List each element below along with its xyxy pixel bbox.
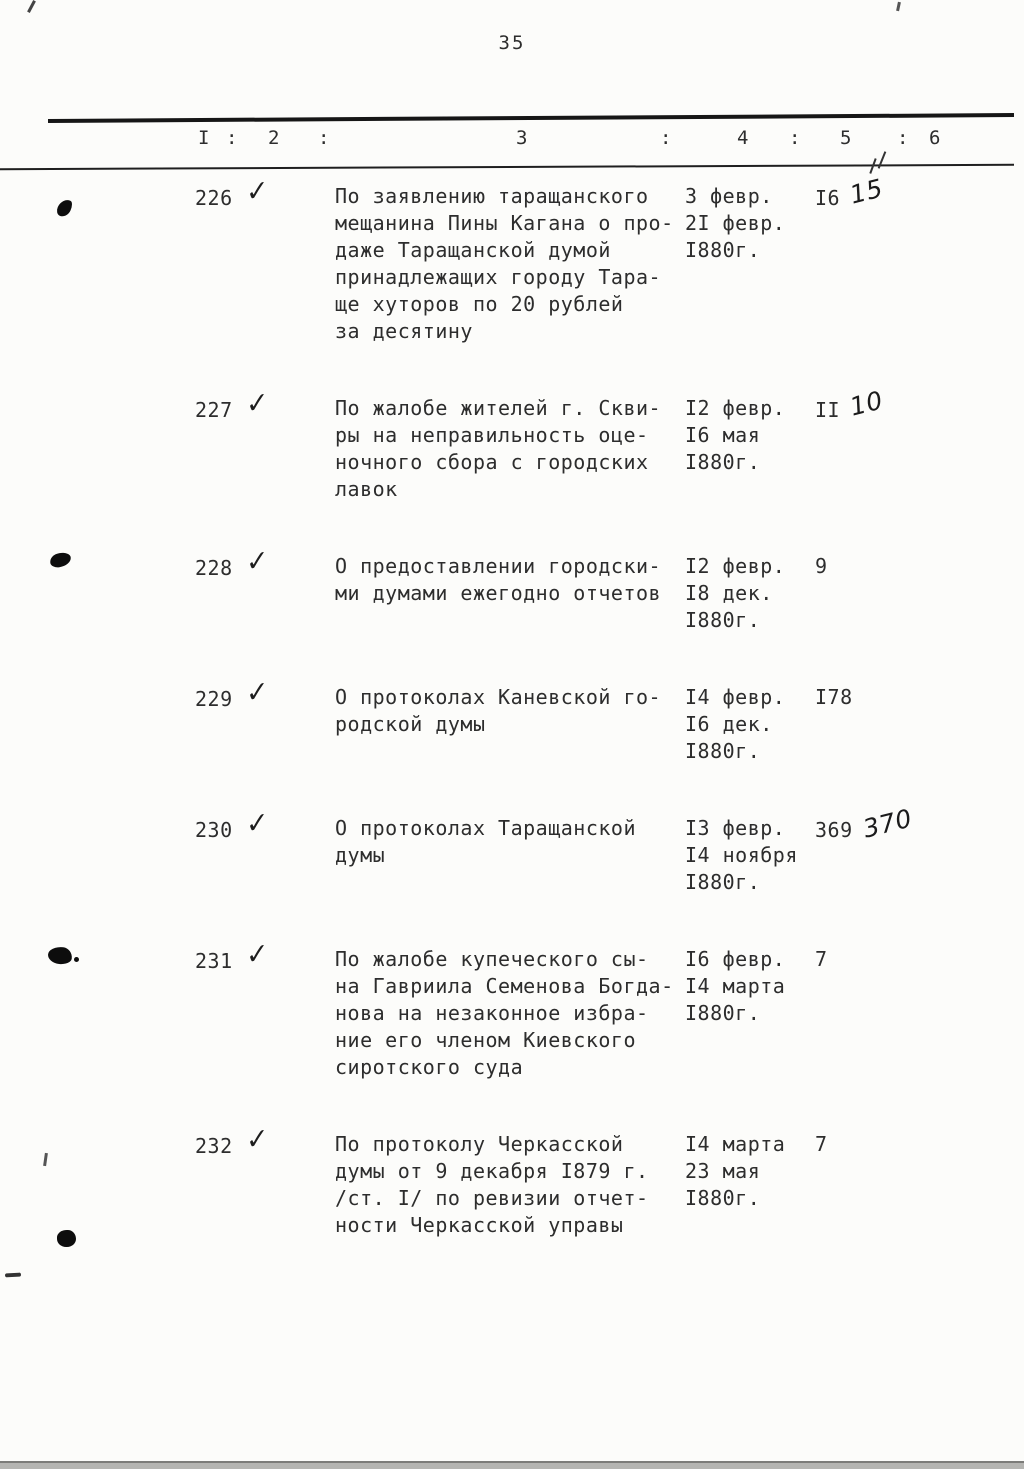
entry-sheet-count: 7 (815, 1132, 828, 1156)
description-line: ми думами ежегодно отчетов (335, 581, 662, 605)
entry-number: 232 (195, 1134, 233, 1158)
entry-description (335, 183, 685, 345)
table-row (195, 675, 1024, 765)
scan-stroke-mark (896, 2, 901, 11)
entry-description (335, 1131, 685, 1239)
description-line: мещанина Пины Кагана о про- (335, 211, 674, 235)
entry-description (335, 684, 685, 765)
entry-dates (685, 684, 815, 765)
description-line: По заявлению таращанского (335, 184, 649, 208)
entry-count-cell (815, 173, 1015, 345)
column-header: 5 (840, 127, 852, 149)
table-row (195, 173, 1024, 345)
entry-number-cell (195, 386, 335, 503)
description-line: родской думы (335, 712, 486, 736)
description-line: ночного сбора с городских (335, 450, 649, 474)
table-row (195, 937, 1024, 1081)
entry-number: 228 (195, 556, 233, 580)
entry-number: 229 (195, 687, 233, 711)
date-line: I880г. (685, 608, 761, 632)
date-line: I880г. (685, 238, 761, 262)
column-header: 2 (268, 127, 280, 149)
description-line: /ст. I/ по ревизии отчет- (335, 1186, 649, 1210)
date-line: I880г. (685, 739, 761, 763)
column-header: 6 (929, 127, 941, 149)
ink-blot (57, 1230, 76, 1247)
table-header (0, 127, 1024, 155)
check-mark-icon: ✓ (245, 937, 269, 972)
description-line: на Гавриила Семенова Богда- (335, 974, 674, 998)
description-line: думы (335, 843, 386, 867)
description-line: ще хуторов по 20 рублей (335, 292, 624, 316)
description-line: лавок (335, 477, 398, 501)
column-header: 3 (516, 127, 528, 149)
entry-number-cell (195, 1122, 335, 1239)
entry-sheet-count: II (815, 398, 841, 422)
description-line: за десятину (335, 319, 473, 343)
entry-sheet-count: I6 (815, 186, 841, 210)
table-header-rule (0, 164, 1014, 170)
entry-description (335, 395, 685, 503)
table-row (195, 544, 1024, 634)
description-line: ры на неправильность оце- (335, 423, 649, 447)
date-line: 2I февр. (685, 211, 786, 235)
date-line: I880г. (685, 1001, 761, 1025)
column-separator: : (226, 127, 238, 149)
entry-sheet-count: 9 (815, 554, 828, 578)
handwritten-annotation: 15 (847, 173, 886, 210)
description-line: По протоколу Черкасской (335, 1132, 624, 1156)
entry-count-cell (815, 946, 1015, 1081)
date-line: I4 ноября (685, 843, 798, 867)
entry-sheet-count: 369 (815, 818, 853, 842)
date-line: I880г. (685, 870, 761, 894)
column-separator: : (318, 127, 330, 149)
entry-description (335, 946, 685, 1081)
date-line: I4 марта (685, 1132, 786, 1156)
scan-bottom-edge (0, 1461, 1024, 1469)
description-line: ние его членом Киевского (335, 1028, 636, 1052)
table-row (195, 803, 1024, 896)
column-separator: : (660, 127, 672, 149)
check-mark-icon: ✓ (245, 544, 269, 579)
date-line: I4 февр. (685, 685, 786, 709)
date-line: I880г. (685, 450, 761, 474)
description-line: нова на незаконное избра- (335, 1001, 649, 1025)
date-line: 23 мая (685, 1159, 761, 1183)
entry-sheet-count: 7 (815, 947, 828, 971)
entry-dates (685, 815, 815, 896)
check-mark-icon: ✓ (245, 806, 269, 841)
entry-description (335, 553, 685, 634)
description-line: О предоставлении городски- (335, 554, 662, 578)
date-line: I6 дек. (685, 712, 773, 736)
entry-number: 231 (195, 949, 233, 973)
entry-number: 227 (195, 398, 233, 422)
check-mark-icon: ✓ (245, 1122, 269, 1157)
check-mark-icon: ✓ (245, 386, 269, 421)
table-row (195, 385, 1024, 503)
entry-count-cell (815, 385, 1015, 503)
date-line: I880г. (685, 1186, 761, 1210)
entry-description (335, 815, 685, 896)
date-line: I2 февр. (685, 554, 786, 578)
page-number: 35 (498, 32, 526, 54)
date-line: I2 февр. (685, 396, 786, 420)
entries-list (0, 173, 1024, 1289)
entry-number: 230 (195, 818, 233, 842)
check-mark-icon: ✓ (245, 675, 269, 710)
entry-number-cell (195, 937, 335, 1081)
description-line: По жалобе жителей г. Скви- (335, 396, 662, 420)
entry-dates (685, 553, 815, 634)
entry-count-cell (815, 553, 1015, 634)
entry-count-cell (815, 803, 1015, 896)
column-header: 4 (737, 127, 749, 149)
date-line: I6 мая (685, 423, 761, 447)
entry-dates (685, 1131, 815, 1239)
entry-sheet-count: I78 (815, 685, 853, 709)
entry-dates (685, 183, 815, 345)
column-separator: : (897, 127, 909, 149)
entry-dates (685, 946, 815, 1081)
table-row (195, 1122, 1024, 1239)
entry-number: 226 (195, 186, 233, 210)
date-line: I8 дек. (685, 581, 773, 605)
description-line: даже Таращанской думой (335, 238, 611, 262)
entry-number-cell (195, 174, 335, 345)
handwritten-annotation: 10 (847, 385, 886, 422)
entry-count-cell (815, 684, 1015, 765)
entry-count-cell (815, 1131, 1015, 1239)
pencil-dash-mark (5, 1273, 21, 1278)
handwritten-annotation: 370 (859, 803, 915, 844)
column-header: I (198, 127, 210, 149)
date-line: I3 февр. (685, 816, 786, 840)
description-line: сиротского суда (335, 1055, 524, 1079)
description-line: По жалобе купеческого сы- (335, 947, 649, 971)
description-line: О протоколах Таращанской (335, 816, 636, 840)
ink-blot (74, 957, 79, 962)
entry-number-cell (195, 544, 335, 634)
entry-number-cell (195, 675, 335, 765)
description-line: ности Черкасской управы (335, 1213, 624, 1237)
entry-dates (685, 395, 815, 503)
date-line: 3 февр. (685, 184, 773, 208)
scan-stroke-mark (27, 0, 36, 13)
check-mark-icon: ✓ (245, 174, 269, 209)
table-top-rule (48, 113, 1014, 123)
description-line: принадлежащих городу Тара- (335, 265, 662, 289)
entry-number-cell (195, 806, 335, 896)
column-separator: : (789, 127, 801, 149)
date-line: I4 марта (685, 974, 786, 998)
description-line: О протоколах Каневской го- (335, 685, 662, 709)
description-line: думы от 9 декабря I879 г. (335, 1159, 649, 1183)
date-line: I6 февр. (685, 947, 786, 971)
